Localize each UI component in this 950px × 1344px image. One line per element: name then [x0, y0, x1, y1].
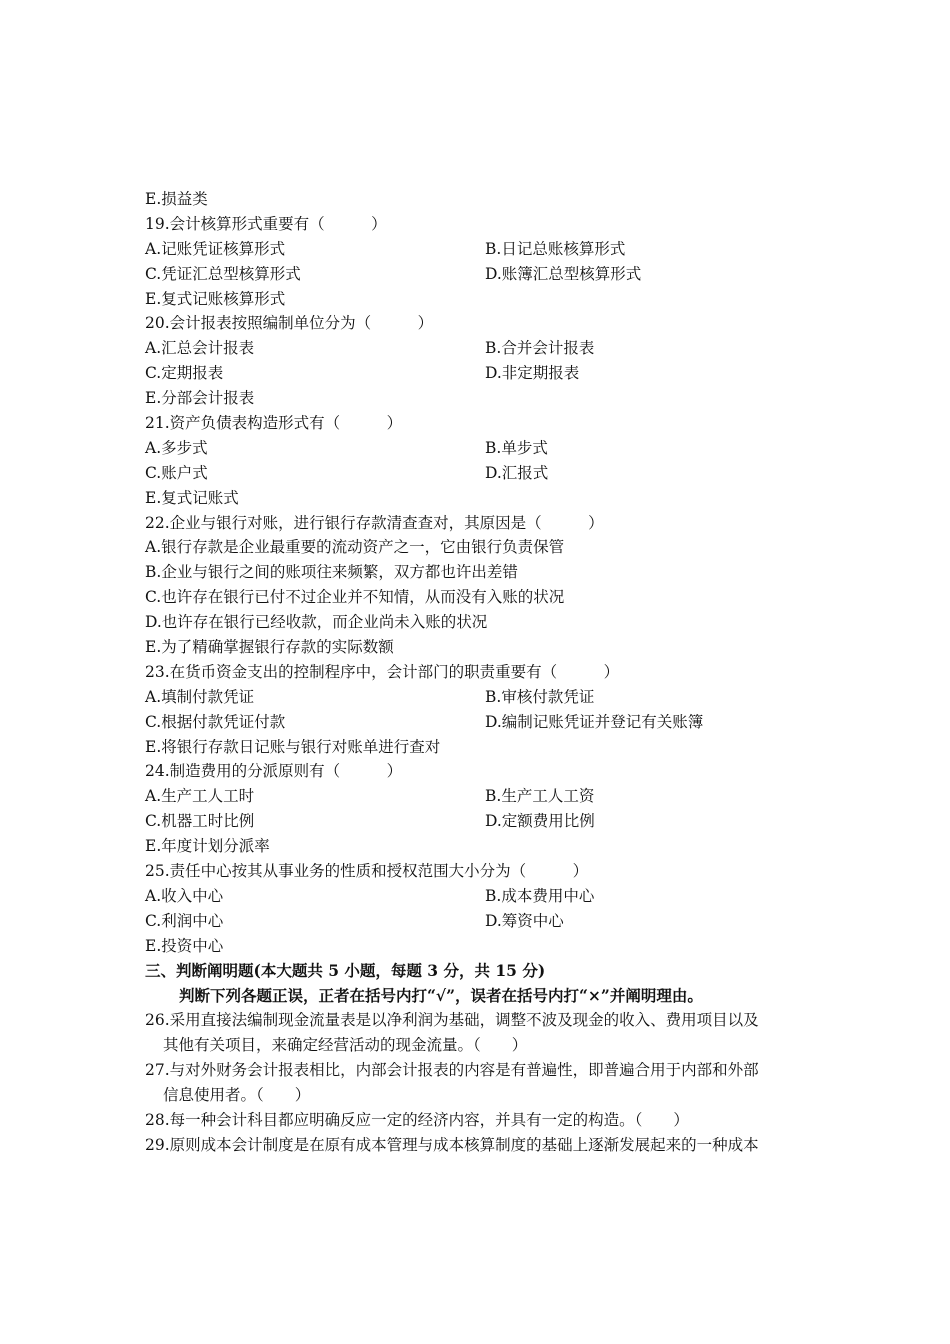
question-stem: 19.会计核算形式重要有（ ） [145, 214, 387, 233]
option-left: A.生产工人工时 [145, 787, 255, 806]
question-27-line-2: 信息使用者。（ ） [163, 1086, 311, 1105]
option-right: D.账簿汇总型核算形式 [485, 264, 642, 283]
option-row [145, 461, 810, 486]
document-page [145, 187, 810, 1158]
option-right: B.生产工人工资 [485, 787, 595, 806]
option-left: A.记账凭证核算形式 [145, 239, 286, 258]
option-right: D.筹资中心 [485, 911, 564, 930]
option-row [145, 436, 810, 461]
option-left: A.多步式 [145, 438, 208, 457]
option-left: C.定期报表 [145, 364, 224, 383]
question-list [145, 187, 810, 959]
question-28: 28.每一种会计科目都应明确反应一定的经济内容，并具有一定的构造。（ ） [145, 1110, 689, 1129]
option-right: B.合并会计报表 [485, 339, 595, 358]
option-right: D.编制记账凭证并登记有关账簿 [485, 712, 704, 731]
question-26-line-1: 26.采用直接法编制现金流量表是以净利润为基础，调整不波及现金的收入、费用项目以及 [145, 1011, 759, 1030]
option-row [145, 784, 810, 809]
question-stem: 21.资产负债表构造形式有（ ） [145, 414, 403, 433]
question-stem: 25.责任中心按其从事业务的性质和授权范围大小分为（ ） [145, 862, 589, 881]
question-stem: 22.企业与银行对账，进行银行存款清查查对，其原因是（ ） [145, 513, 604, 532]
option-row [145, 909, 810, 934]
option-left: C.机器工时比例 [145, 812, 255, 831]
option-right: B.审核付款凭证 [485, 687, 595, 706]
option-right: D.汇报式 [485, 463, 549, 482]
option-row [145, 884, 810, 909]
option-line: C.也许存在银行已付不过企业并不知情，从而没有入账的状况 [145, 588, 565, 607]
question-26-line-2: 其他有关项目，来确定经营活动的现金流量。（ ） [163, 1036, 528, 1055]
option-line: E.年度计划分派率 [145, 837, 270, 856]
option-line: A.银行存款是企业最重要的流动资产之一，它由银行负责保管 [145, 538, 565, 557]
question-stem: 20.会计报表按照编制单位分为（ ） [145, 314, 434, 333]
option-left: A.填制付款凭证 [145, 687, 255, 706]
option-left: A.收入中心 [145, 886, 224, 905]
option-row [145, 237, 810, 262]
option-row [145, 710, 810, 735]
option-right: B.单步式 [485, 438, 548, 457]
option-line: E.为了精确掌握银行存款的实际数额 [145, 638, 394, 657]
question-stem: 23.在货币资金支出的控制程序中，会计部门的职责重要有（ ） [145, 662, 620, 681]
option-row [145, 336, 810, 361]
section-3-title: 三、判断阐明题(本大题共 5 小题，每题 3 分，共 15 分) [145, 960, 546, 980]
option-left: C.根据付款凭证付款 [145, 712, 286, 731]
option-right: D.非定期报表 [485, 364, 580, 383]
option-right: D.定额费用比例 [485, 812, 595, 831]
option-line: B.企业与银行之间的账项往来频繁，双方都也许出差错 [145, 563, 518, 582]
option-line: D.也许存在银行已经收款，而企业尚未入账的状况 [145, 613, 488, 632]
option-line: E.分部会计报表 [145, 389, 255, 408]
option-line: E.投资中心 [145, 936, 224, 955]
option-left: C.凭证汇总型核算形式 [145, 264, 301, 283]
option-left: C.账户式 [145, 463, 208, 482]
option-line: E.损益类 [145, 190, 208, 208]
question-stem: 24.制造费用的分派原则有（ ） [145, 762, 403, 781]
question-27-line-1: 27.与对外财务会计报表相比，内部会计报表的内容是有普遍性，即普遍合用于内部和外部 [145, 1061, 759, 1080]
option-left: A.汇总会计报表 [145, 339, 255, 358]
option-line: E.复式记账式 [145, 488, 239, 507]
section-3-instruction: 判断下列各题正误，正者在括号内打“√”，误者在括号内打“×”并阐明理由。 [179, 985, 703, 1005]
option-line: E.将银行存款日记账与银行对账单进行查对 [145, 737, 441, 756]
option-row [145, 685, 810, 710]
option-row [145, 809, 810, 834]
option-row [145, 361, 810, 386]
option-right: B.成本费用中心 [485, 886, 595, 905]
question-29-line-1: 29.原则成本会计制度是在原有成本管理与成本核算制度的基础上逐渐发展起来的一种成本 [145, 1135, 759, 1154]
option-right: B.日记总账核算形式 [485, 239, 626, 258]
option-line: E.复式记账核算形式 [145, 289, 286, 308]
option-row [145, 262, 810, 287]
option-left: C.利润中心 [145, 911, 224, 930]
